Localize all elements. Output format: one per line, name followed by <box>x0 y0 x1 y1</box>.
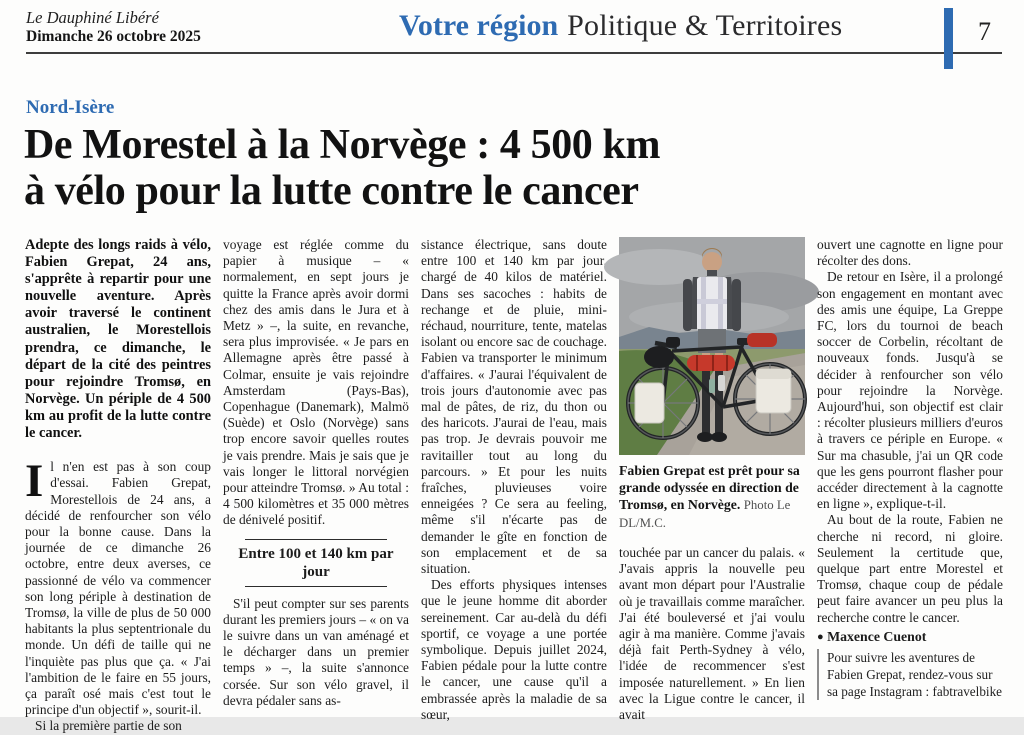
subhead-rule-bottom <box>245 586 387 587</box>
paragraph: voyage est réglée comme du papier à musique – « normalement, en sept jours je quitte la France après avoir dormi chez des amis dans le Jura et à Metz » –, la suite, en revanche, sera plus improvisée. « Je pars en Allemagne après être passé à Colmar, ensuite je vais rejoindre Amsterdam (Pays-Bas), Copenhague (Danemark), Malmö (Suède) et Oslo (Norvège) sans trop encore savoir quelles routes je vais prendre. Mais je sais que je vais longer le littoral norvégien pour atteindre Tromsø. » Au total : 4 500 kilomètres et 35 000 mètres de dénivelé positif. <box>223 237 409 528</box>
byline <box>817 629 1003 645</box>
photo-caption-text: Fabien Grepat est prêt pour sa grande odyssée en direction de Tromsø, en Norvège. <box>619 463 800 512</box>
column-5 <box>817 237 1003 717</box>
section-subname: Politique & Territoires <box>567 9 843 42</box>
article-photo <box>619 237 805 455</box>
headline-line-1: De Morestel à la Norvège : 4 500 km <box>24 122 661 168</box>
paragraph: Si la première partie de son <box>35 718 182 734</box>
paragraph: S'il peut compter sur ses parents durant les premiers jours – « on va le suivre dans un van aménagé et le décharger dans un premier temps » –, la suite s'annonce corsée. Sur son vélo gravel, il devra pédaler sans as- <box>223 595 409 708</box>
photo-caption <box>619 462 805 532</box>
masthead-title: Le Dauphiné Libéré <box>26 8 159 27</box>
article-kicker: Nord-Isère <box>26 97 115 118</box>
article-headline <box>24 122 924 214</box>
photo-credit: Photo Le DL/M.C. <box>619 498 791 530</box>
paragraph: ouvert une cagnotte en ligne pour récolter des dons. <box>817 237 1003 269</box>
section-title <box>399 9 842 43</box>
byline-bullet-icon: ● <box>817 630 824 643</box>
column-3 <box>421 237 607 722</box>
paragraph: sistance électrique, sans doute entre 100 et 140 km par jour, chargé de 40 kilos de matériel. Dans ses sacoches : habits de rechange et de pluie, mini-réchaud, nourriture, tente, matelas isolant ou encore sac de couchage. Fabien va transporter le minimum d'affaires. « J'aurai l'équivalent de trois jours d'autonomie avec pas mal de pâtes, de riz, du thon ou des haricots. J'aurai de l'eau, mais pas trop. Je devrais pouvoir me ravitailler tout au long du parcours. » Et pour les nuits fraîches, pluvieuses voire enneigées ? Ce sera au feeling, même s'il n'écarte pas de demander le gîte en fonction de son emplacement et de sa situation. <box>421 237 607 577</box>
follow-note: Pour suivre les aventures de Fabien Grepat, rendez-vous sur sa page Instagram : fabtravelbike <box>817 649 1003 700</box>
paragraph: touchée par un cancer du palais. « J'avais appris la nouvelle peu avant mon départ pour l'Australie où je travaillais comme maraîcher. J'ai été bouleversé et j'ai voulu agir à ma manière. Comme j'avais déjà fait Perth-Sydney à vélo, l'idée de recommencer s'est imposée naturellement. » En lien avec la Ligue contre le cancer, il avait <box>619 545 805 723</box>
paragraph <box>25 455 211 718</box>
article-lede: Adepte des longs raids à vélo, Fabien Grepat, 24 ans, s'apprête à repartir pour une nouvelle aventure. Après avoir traversé le continent australien, le Morestellois prendra, ce dimanche, le départ de la cité des peintres pour rejoindre Tromsø, en Norvège. Un périple de 4 500 km au profit de la lutte contre le cancer. <box>25 237 211 442</box>
paragraph-text: l n'en est pas à son coup d'essai. Fabien Grepat, Morestellois de 24 ans, a décidé de renfourcher son vélo pour la bonne cause. Dans la journée de ce dimanche 26 octobre, entre deux averses, ce passionné de vélo va commencer son long périple à destination de Tromsø, la ville de plus de 50 000 habitants la plus septentrionale du monde. Un défi de taille qui ne l'inquiète pas plus que ça. « J'ai l'ambition de le faire en 55 jours, ça paraît osé mais c'est tout le principe d'un objectif », sourit-il. <box>25 459 211 718</box>
subhead-block <box>223 539 409 587</box>
headline-line-2: à vélo pour la lutte contre le cancer <box>24 168 639 214</box>
header-rule <box>26 52 1002 54</box>
byline-name: Maxence Cuenot <box>827 628 927 644</box>
page-number-bar <box>944 8 953 69</box>
column-2 <box>223 237 409 717</box>
paragraph: De retour en Isère, il a prolongé son engagement en montant avec des amis une équipe, La Greppe FC, lors du tournoi de beach soccer de Corbelin, récoltant de nouveaux fonds. Jusqu'à se décider à renfourcher son vélo pour rejoindre la Norvège. Aujourd'hui, son objectif est clair : récolter plusieurs milliers d'euros à travers ce périple en Europe. « Sur ma chasuble, j'ai un QR code que les gens pourront flasher pour accéder directement à la cagnotte en ligne », explique-t-il. <box>817 269 1003 512</box>
paragraph: Des efforts physiques intenses que le jeune homme dit aborder sereinement. Car au-delà du défi sportif, ce voyage a une portée symbolique. Depuis juillet 2024, Fabien pédale pour la lutte contre le cancer, une cause qu'il a embrassée après la maladie de sa sœur, <box>421 577 607 722</box>
masthead-date: Dimanche 26 octobre 2025 <box>26 28 201 45</box>
cyclist-photo-illustration <box>619 237 805 455</box>
subhead-text: Entre 100 et 140 km par jour <box>238 545 394 580</box>
page-number: 7 <box>978 17 991 46</box>
section-name: Votre région <box>399 9 559 42</box>
column-1 <box>25 237 211 734</box>
paragraph: Au bout de la route, Fabien ne cherche ni record, ni gloire. Seulement la certitude que, quelque part entre Morestel et Tromsø, chaque coup de pédale peut faire avancer un peu plus la recherche contre le cancer. <box>817 512 1003 625</box>
masthead <box>26 8 201 46</box>
drop-cap: I <box>25 455 44 508</box>
column-4 <box>619 237 805 723</box>
